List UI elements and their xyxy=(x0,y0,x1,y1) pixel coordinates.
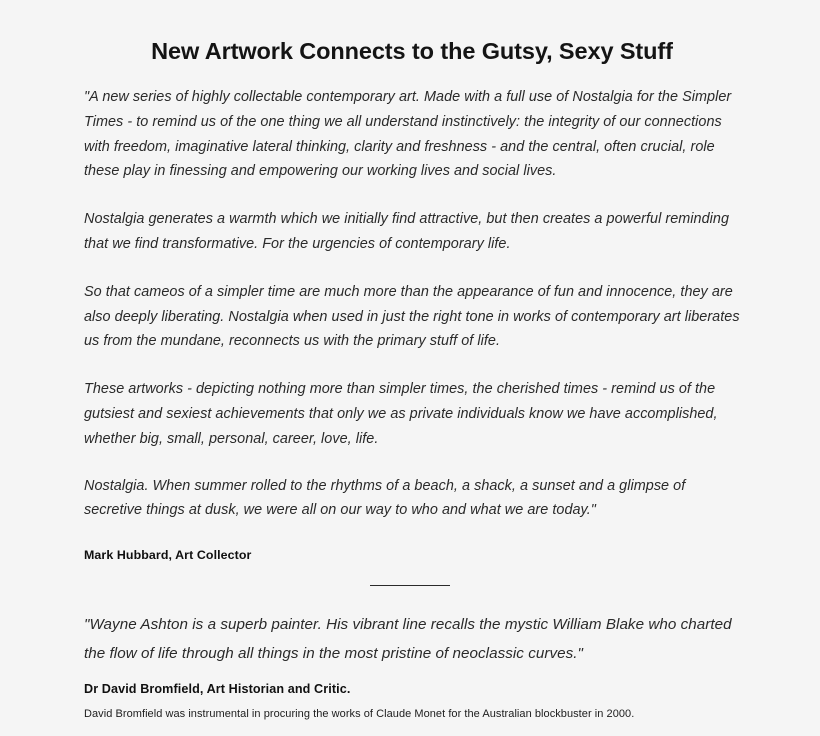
testimonial-paragraph: "A new series of highly collectable contemporary art. Made with a full use of Nostalgia for the Simpler Times - to remind us of the one thing we all understand instinctively: the integrity of our connections with freedom, imaginative lateral thinking, clarity and freshness - and the central, often crucial, role these play in finessing and empowering our working lives and social lives. xyxy=(84,89,732,180)
testimonial-paragraph: "Wayne Ashton is a superb painter. His vibrant line recalls the mystic William Blake who charted the flow of life through all things in the most pristine of neoclassic curves." xyxy=(84,616,732,663)
testimonial-paragraph: These artworks - depicting nothing more than simpler times, the cherished times - remind us of the gutsiest and sexiest achievements that only we as private individuals know we have accomplished, whether big, small, personal, career, love, life. xyxy=(84,381,718,447)
horizontal-rule xyxy=(370,585,450,586)
testimonial-attribution: Dr David Bromfield, Art Historian and Critic. xyxy=(84,682,351,697)
testimonial-paragraph: Nostalgia generates a warmth which we initially find attractive, but then creates a powerful reminding that we find transformative. For the urgencies of contemporary life. xyxy=(84,211,730,252)
testimonial-paragraph: So that cameos of a simpler time are much more than the appearance of fun and innocence, they are also deeply liberating. Nostalgia when used in just the right tone in works of contemporary art liberates us from the mundane, reconnects us with the primary stuff of life. xyxy=(84,283,740,350)
testimonial-paragraph: Nostalgia. When summer rolled to the rhythms of a beach, a shack, a sunset and a glimpse of secretive things at dusk, we were all on our way to who and what we are today." xyxy=(84,477,686,519)
testimonial-secondary xyxy=(84,610,740,722)
page-title: New Artwork Connects to the Gutsy, Sexy Stuff xyxy=(151,38,673,64)
article-content xyxy=(84,0,740,722)
testimonial-attribution: Mark Hubbard, Art Collector xyxy=(84,548,252,563)
testimonial-note: David Bromfield was instrumental in procuring the works of Claude Monet for the Australian blockbuster in 2000. xyxy=(84,708,635,721)
section-divider xyxy=(84,564,740,604)
testimonial-primary xyxy=(84,85,740,564)
